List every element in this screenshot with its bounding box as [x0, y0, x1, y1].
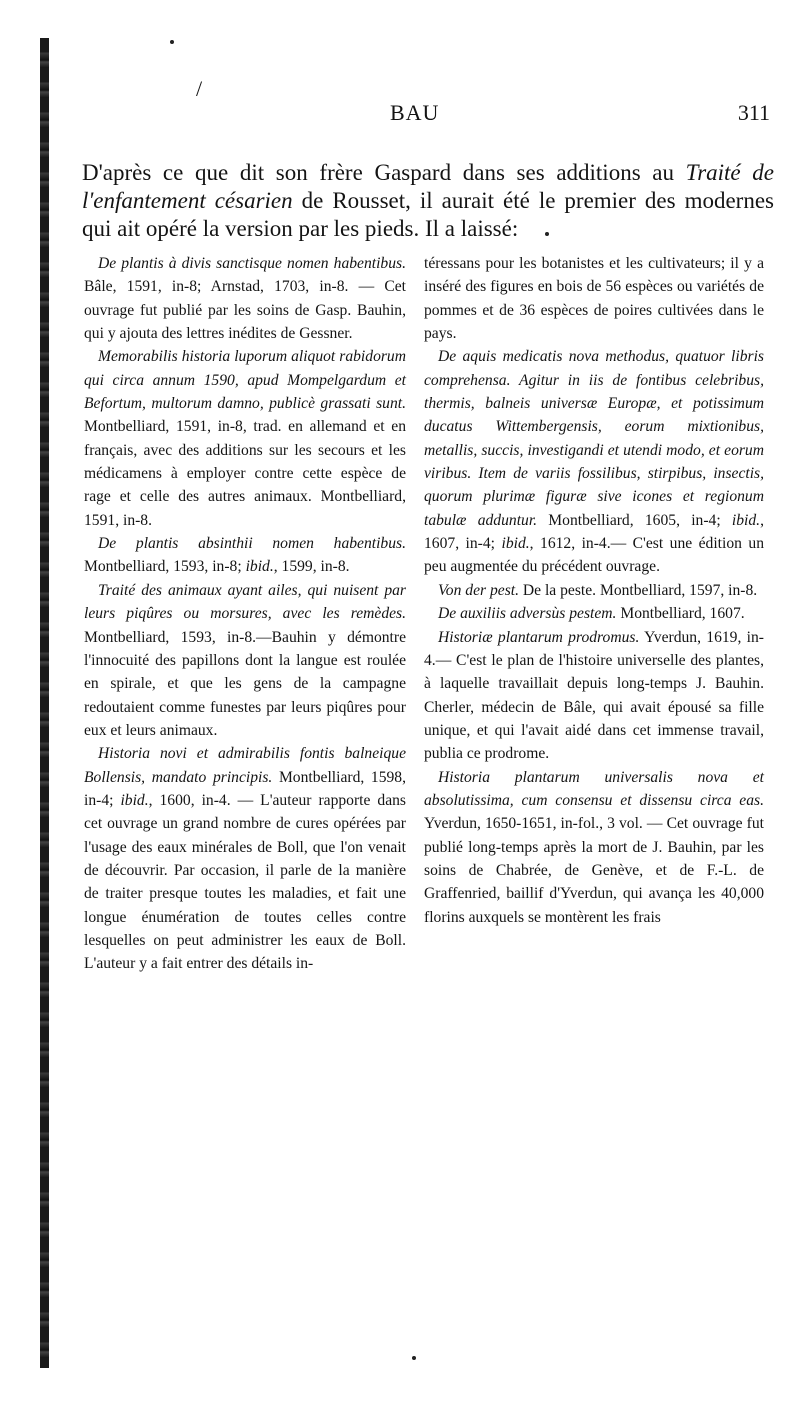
ibid-abbreviation: ibid. [731, 511, 761, 529]
bibliography-entry [84, 532, 406, 579]
entry-details: Montbelliard, 1593, in-8.—Bauhin y démontre l'innocuité des papillons dont la langue est roulée en spirale, et que les gens de la campagne redoutaient comme funestes par leurs piqûres pour eux et leurs animaux. [84, 628, 406, 739]
bibliography-entry [424, 766, 764, 929]
entry-details: Bâle, 1591, in-8; Arnstad, 1703, in-8. — Cet ouvrage fut publié par les soins de Gasp. Bauhin, qui y ajouta des lettres inédites de Gessner. [84, 278, 406, 343]
entry-details: Montbelliard, 1605, in-4; [537, 511, 732, 529]
entry-title: De auxiliis adversùs pestem. [438, 605, 617, 623]
ink-speck [412, 1356, 416, 1360]
bibliography-entry [84, 579, 406, 742]
bibliography-entry [424, 345, 764, 578]
intro-title-italic: Traité de l'enfantement césarien [82, 160, 774, 213]
entry-title: De plantis à divis sanctisque nomen habentibus. [98, 255, 406, 272]
entry-title: De plantis absinthii nomen habentibus. [98, 535, 406, 553]
entry-details: Montbelliard, 1598, in-4; [84, 768, 406, 809]
running-title: BAU [390, 100, 440, 125]
entry-details-cont: , 1600, in-4. — L'auteur rapporte dans cet ouvrage un grand nombre de cures opérées par l'usage des eaux minérales de Boll, que l'on venait de découvrir. Par occasion, il parle de la manière de traiter presque toutes les maladies, et fait une longue énumération de toutes celles contre lesquelles on peut administrer les eaux de Boll. L'auteur y a fait entrer des détails in- [84, 791, 406, 973]
intro-paragraph [82, 159, 774, 243]
intro-text-before: D'après ce que dit son frère Gaspard dans ses additions au [82, 160, 686, 185]
left-column [84, 252, 406, 976]
ibid-abbreviation: ibid. [245, 558, 274, 576]
entry-details: Yverdun, 1650-1651, in-fol., 3 vol. — Cet ouvrage fut publié long-temps après la mort de J. Bauhin, par les soins de Chabrée, de Genève, et de F.-L. de Graffenried, baillif d'Yverdun, qui avança les 40,000 florins auxquels se montèrent les frais [424, 815, 764, 926]
entry-details-cont: , 1599, in-8. [273, 558, 350, 576]
entry-details: Montbelliard, 1593, in-8; [84, 558, 246, 576]
margin-mark: / [196, 76, 203, 101]
entry-title: Historiæ plantarum prodromus. [438, 628, 640, 646]
entry-title: Traité des animaux ayant ailes, qui nuisent par leurs piqûres ou morsures, avec les remèdes. [84, 581, 406, 623]
bibliography-entry [424, 626, 764, 766]
page-binding-edge [40, 38, 49, 1368]
bibliography-entry [424, 602, 764, 625]
entry-title: Memorabilis historia luporum aliquot rabidorum qui circa annum 1590, apud Mompelgardum et Befortum, multorum damno, publicè grassati sunt. [84, 348, 406, 413]
entry-title: De aquis medicatis nova methodus, quatuor libris comprehensa. Agitur in iis de fontibus celebribus, thermis, balneis universæ Europæ, et potissimum ducatus Wittembergensis, eorum mixtionibus, metallis, succis, investigandi et utendi modo, et eorum viribus. Item de variis fossilibus, stirpibus, insectis, quorum plurimæ figuræ sive icones et regionum tabulæ adduntur. [424, 348, 764, 529]
entry-title: Historia plantarum universalis nova et absolutissima, cum consensu et dissensu circa eas. [424, 768, 764, 809]
entry-details: Montbelliard, 1591, in-8, trad. en allemand et en français, avec des additions sur les secours et les médicamens à employer contre cette espèce de rage et celle des autres animaux. Montbelliard, 1591, in-8. [84, 418, 406, 529]
entry-details: De la peste. Montbelliard, 1597, in-8. [519, 581, 758, 599]
right-column [424, 252, 764, 929]
bibliography-entry [84, 252, 406, 345]
intro-text-after: de Rousset, il aurait été le premier des modernes qui ait opéré la version par les pieds. Il a laissé: [82, 188, 774, 241]
entry-title: Von der pest. [438, 581, 519, 599]
bibliography-entry [424, 579, 764, 602]
bibliography-entry [84, 742, 406, 975]
continued-paragraph: téressans pour les botanistes et les cultivateurs; il y a inséré des figures en bois de 56 espèces ou variétés de pommes et de 36 espèces de poires cultivées dans le pays. [424, 255, 764, 343]
bibliography-entry [84, 345, 406, 532]
page-number: 311 [737, 100, 770, 125]
ibid-abbreviation: ibid. [501, 535, 530, 553]
entry-details-cont: , 1612, in-4.— C'est une édition un peu augmentée du précédent ouvrage. [424, 535, 765, 576]
entry-details: Yverdun, 1619, in-4.— C'est le plan de l'histoire universelle des plantes, à laquelle travaillait depuis long-temps J. Bauhin. Cherler, médecin de Bâle, qui avait épousé sa fille unique, et qui l'avait aidé dans cet immense travail, publia ce prodrome. [424, 628, 764, 763]
running-head [90, 100, 770, 132]
ibid-abbreviation: ibid. [120, 791, 149, 809]
entry-details: Montbelliard, 1607. [616, 605, 745, 623]
entry-title: Historia novi et admirabilis fontis balneique Bollensis, mandato principis. [84, 745, 406, 786]
entry-details-cont: , 1607, in-4; [424, 511, 764, 553]
ink-speck [170, 40, 174, 44]
